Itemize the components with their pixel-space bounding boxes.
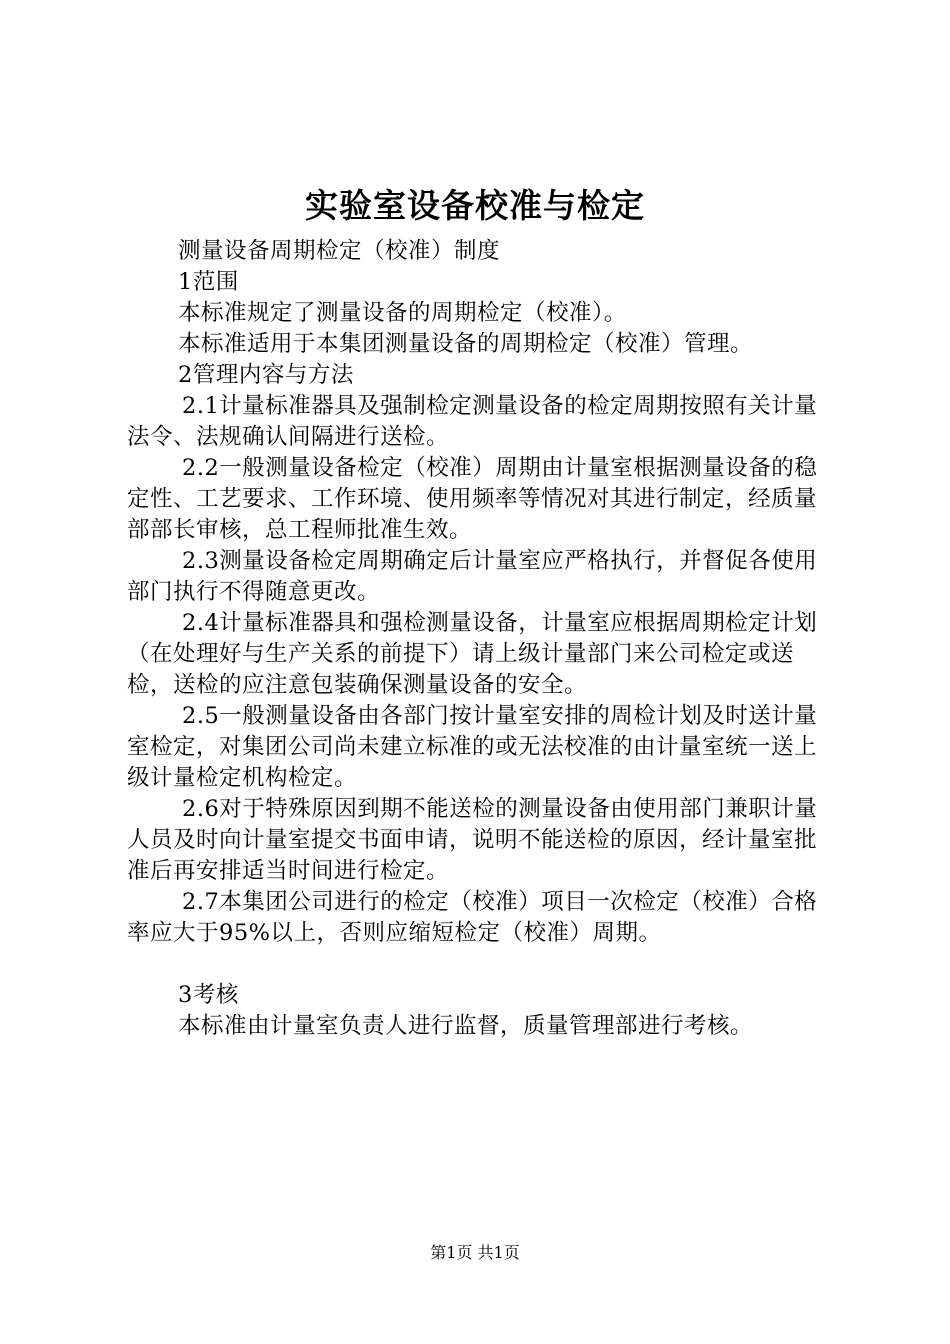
blank-line [127, 949, 833, 980]
paragraph: 本标准由计量室负责人进行监督，质量管理部进行考核。 [178, 1013, 754, 1039]
paragraph: 本标准适用于本集团测量设备的周期检定（校准）管理。 [178, 331, 754, 357]
document-title: 实验室设备校准与检定 [305, 186, 645, 225]
page-footer: 第1页 共1页 [430, 1243, 520, 1262]
clause-2-4: 2.4计量标准器具和强检测量设备，计量室应根据周期检定计划（在处理好与生产关系的前提下）请上级计量部门来公司检定或送检，送检的应注意包装确保测量设备的安全。 [127, 610, 818, 698]
section-heading-scope: 1范围 [178, 269, 239, 295]
clause-2-2: 2.2一般测量设备检定（校准）周期由计量室根据测量设备的稳定性、工艺要求、工作环境、使用频率等情况对其进行制定，经质量部部长审核，总工程师批准生效。 [127, 455, 818, 543]
paragraph: 本标准规定了测量设备的周期检定（校准）。 [178, 300, 627, 326]
clause-2-7: 2.7本集团公司进行的检定（校准）项目一次检定（校准）合格率应大于95%以上，否则应缩短检定（校准）周期。 [127, 889, 818, 946]
section-heading-management: 2管理内容与方法 [178, 362, 354, 388]
clause-2-3: 2.3测量设备检定周期确定后计量室应严格执行，并督促各使用部门执行不得随意更改。 [127, 548, 818, 605]
clause-2-5: 2.5一般测量设备由各部门按计量室安排的周检计划及时送计量室检定，对集团公司尚未建立标准的或无法校准的由计量室统一送上级计量检定机构检定。 [127, 703, 818, 791]
paragraph-subtitle: 测量设备周期检定（校准）制度 [178, 238, 501, 264]
clause-2-1: 2.1计量标准器具及强制检定测量设备的检定周期按照有关计量法令、法规确认间隔进行送检。 [127, 393, 818, 450]
document-body [127, 236, 833, 1042]
section-heading-assessment: 3考核 [178, 982, 239, 1008]
clause-2-6: 2.6对于特殊原因到期不能送检的测量设备由使用部门兼职计量人员及时向计量室提交书面申请，说明不能送检的原因，经计量室批准后再安排适当时间进行检定。 [127, 796, 818, 884]
